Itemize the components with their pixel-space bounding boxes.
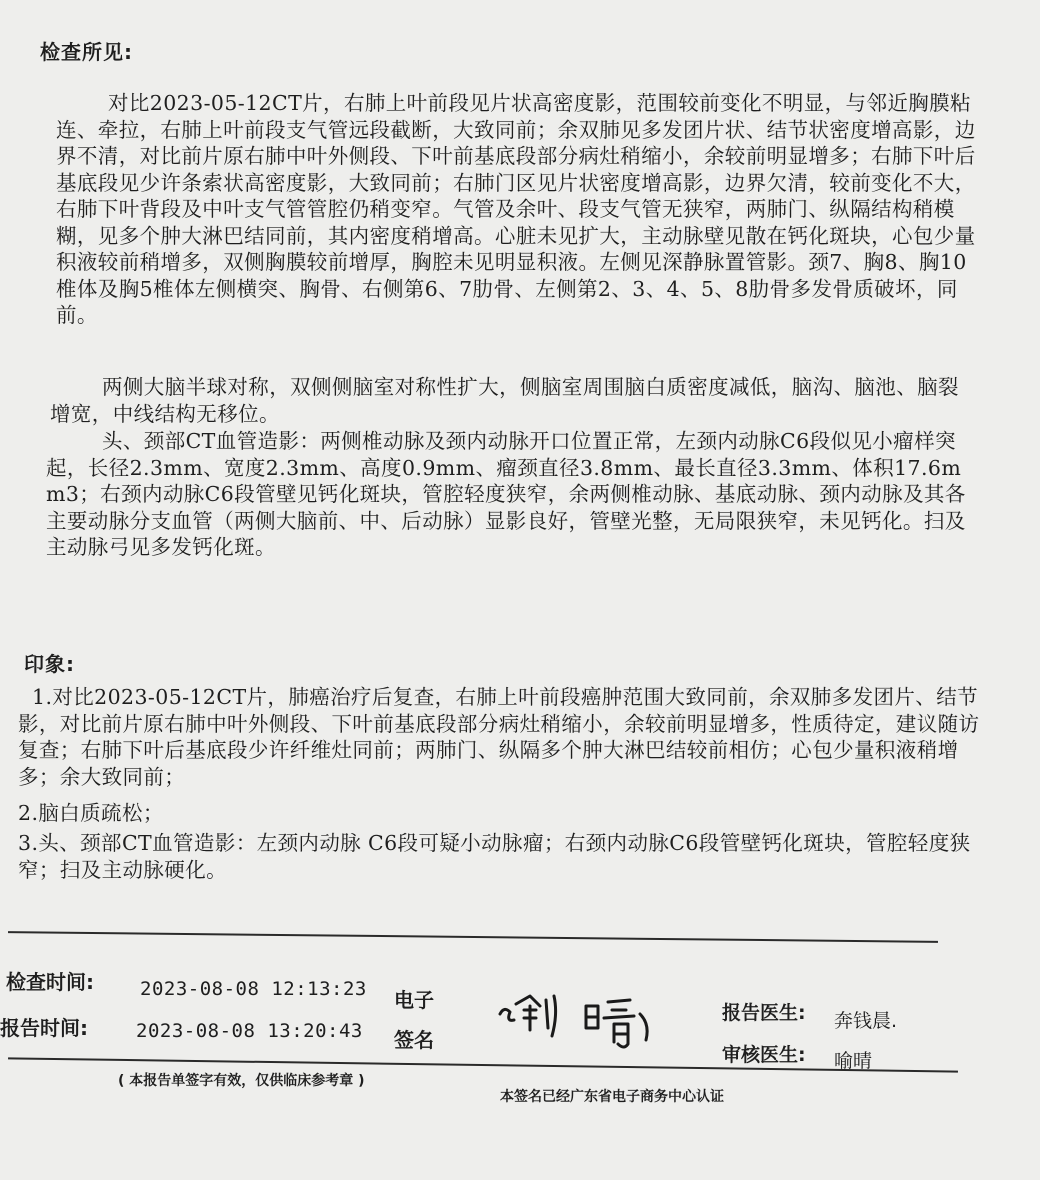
impression-item-2: 2.脑白质疏松；	[18, 801, 164, 825]
reporter-name: 奔钱晨.	[834, 1010, 898, 1032]
impression-item-1: 1.对比2023-05-12CT片，肺癌治疗后复查，右肺上叶前段癌肿范围大致同前，余双肺多发团片、结节影，对比前片原右肺中叶外侧段、下叶前基底段部分病灶稍缩小，余较前明显增多，性质待定，建议随访复查；右肺下叶后基底段少许纤维灶同前；两肺门、纵隔多个肿大淋巴结较前相仿；心包少量积液稍增多；余大致同前；	[18, 685, 980, 789]
exam-time-value: 2023-08-08 12:13:23	[140, 978, 367, 1000]
findings-paragraph-1: 对比2023-05-12CT片，右肺上叶前段见片状高密度影，范围较前变化不明显，与邻近胸膜粘连、牵拉，右肺上叶前段支气管远段截断，大致同前；余双肺见多发团片状、结节状密度增高影，边界不清，对比前片原右肺中叶外侧段、下叶前基底段部分病灶稍缩小，余较前明显增多；右肺下叶后基底段见少许条索状高密度影，大致同前；右肺门区见片状密度增高影，边界欠清，较前变化不大，右肺下叶背段及中叶支气管管腔仍稍变窄。气管及余叶、段支气管无狭窄，两肺门、纵隔结构稍模糊，见多个肿大淋巴结同前，其内密度稍增高。心脏未见扩大，主动脉壁见散在钙化斑块，心包少量积液较前稍增多，双侧胸膜较前增厚，胸腔未见明显积液。左侧见深静脉置管影。颈7、胸8、胸10椎体及胸5椎体左侧横突、胸骨、右侧第6、7肋骨、左侧第2、3、4、5、8肋骨多发骨质破坏，同前。	[56, 91, 976, 327]
exam-time-label: 检查时间:	[6, 970, 94, 994]
findings-paragraph-2: 两侧大脑半球对称，双侧侧脑室对称性扩大，侧脑室周围脑白质密度减低，脑沟、脑池、脑裂增宽，中线结构无移位。	[50, 375, 959, 426]
esign-label-2: 签名	[394, 1028, 434, 1052]
note-left: ( 本报告单签字有效，仅供临床参考章 )	[118, 1073, 365, 1089]
impression-item-3: 3.头、颈部CT血管造影：左颈内动脉 C6段可疑小动脉瘤；右颈内动脉C6段管壁钙化斑块，管腔轻度狭窄；扫及主动脉硬化。	[18, 831, 971, 882]
footer-top-rule	[8, 931, 938, 943]
report-time-label: 报告时间:	[0, 1016, 88, 1040]
reviewer-label: 审核医生:	[722, 1044, 806, 1066]
report-time-value: 2023-08-08 13:20:43	[136, 1020, 363, 1042]
reviewer-name: 喻晴	[834, 1050, 873, 1072]
findings-heading: 检查所见:	[40, 40, 133, 64]
reporter-label: 报告医生:	[722, 1002, 806, 1024]
esign-label-1: 电子	[394, 988, 434, 1012]
note-right: 本签名已经广东省电子商务中心认证	[500, 1089, 724, 1105]
handwritten-signature	[494, 984, 684, 1054]
findings-paragraph-3: 头、颈部CT血管造影：两侧椎动脉及颈内动脉开口位置正常，左颈内动脉C6段似见小瘤样突起，长径2.3mm、宽度2.3mm、高度0.9mm、瘤颈直径3.8mm、最长直径3.3mm、体积17.6mm3；右颈内动脉C6段管壁见钙化斑块，管腔轻度狭窄，余两侧椎动脉、基底动脉、颈内动脉及其各主要动脉分支血管（两侧大脑前、中、后动脉）显影良好，管壁光整，无局限狭窄，未见钙化。扫及主动脉弓见多发钙化斑。	[46, 429, 966, 559]
impression-heading: 印象:	[24, 652, 75, 676]
